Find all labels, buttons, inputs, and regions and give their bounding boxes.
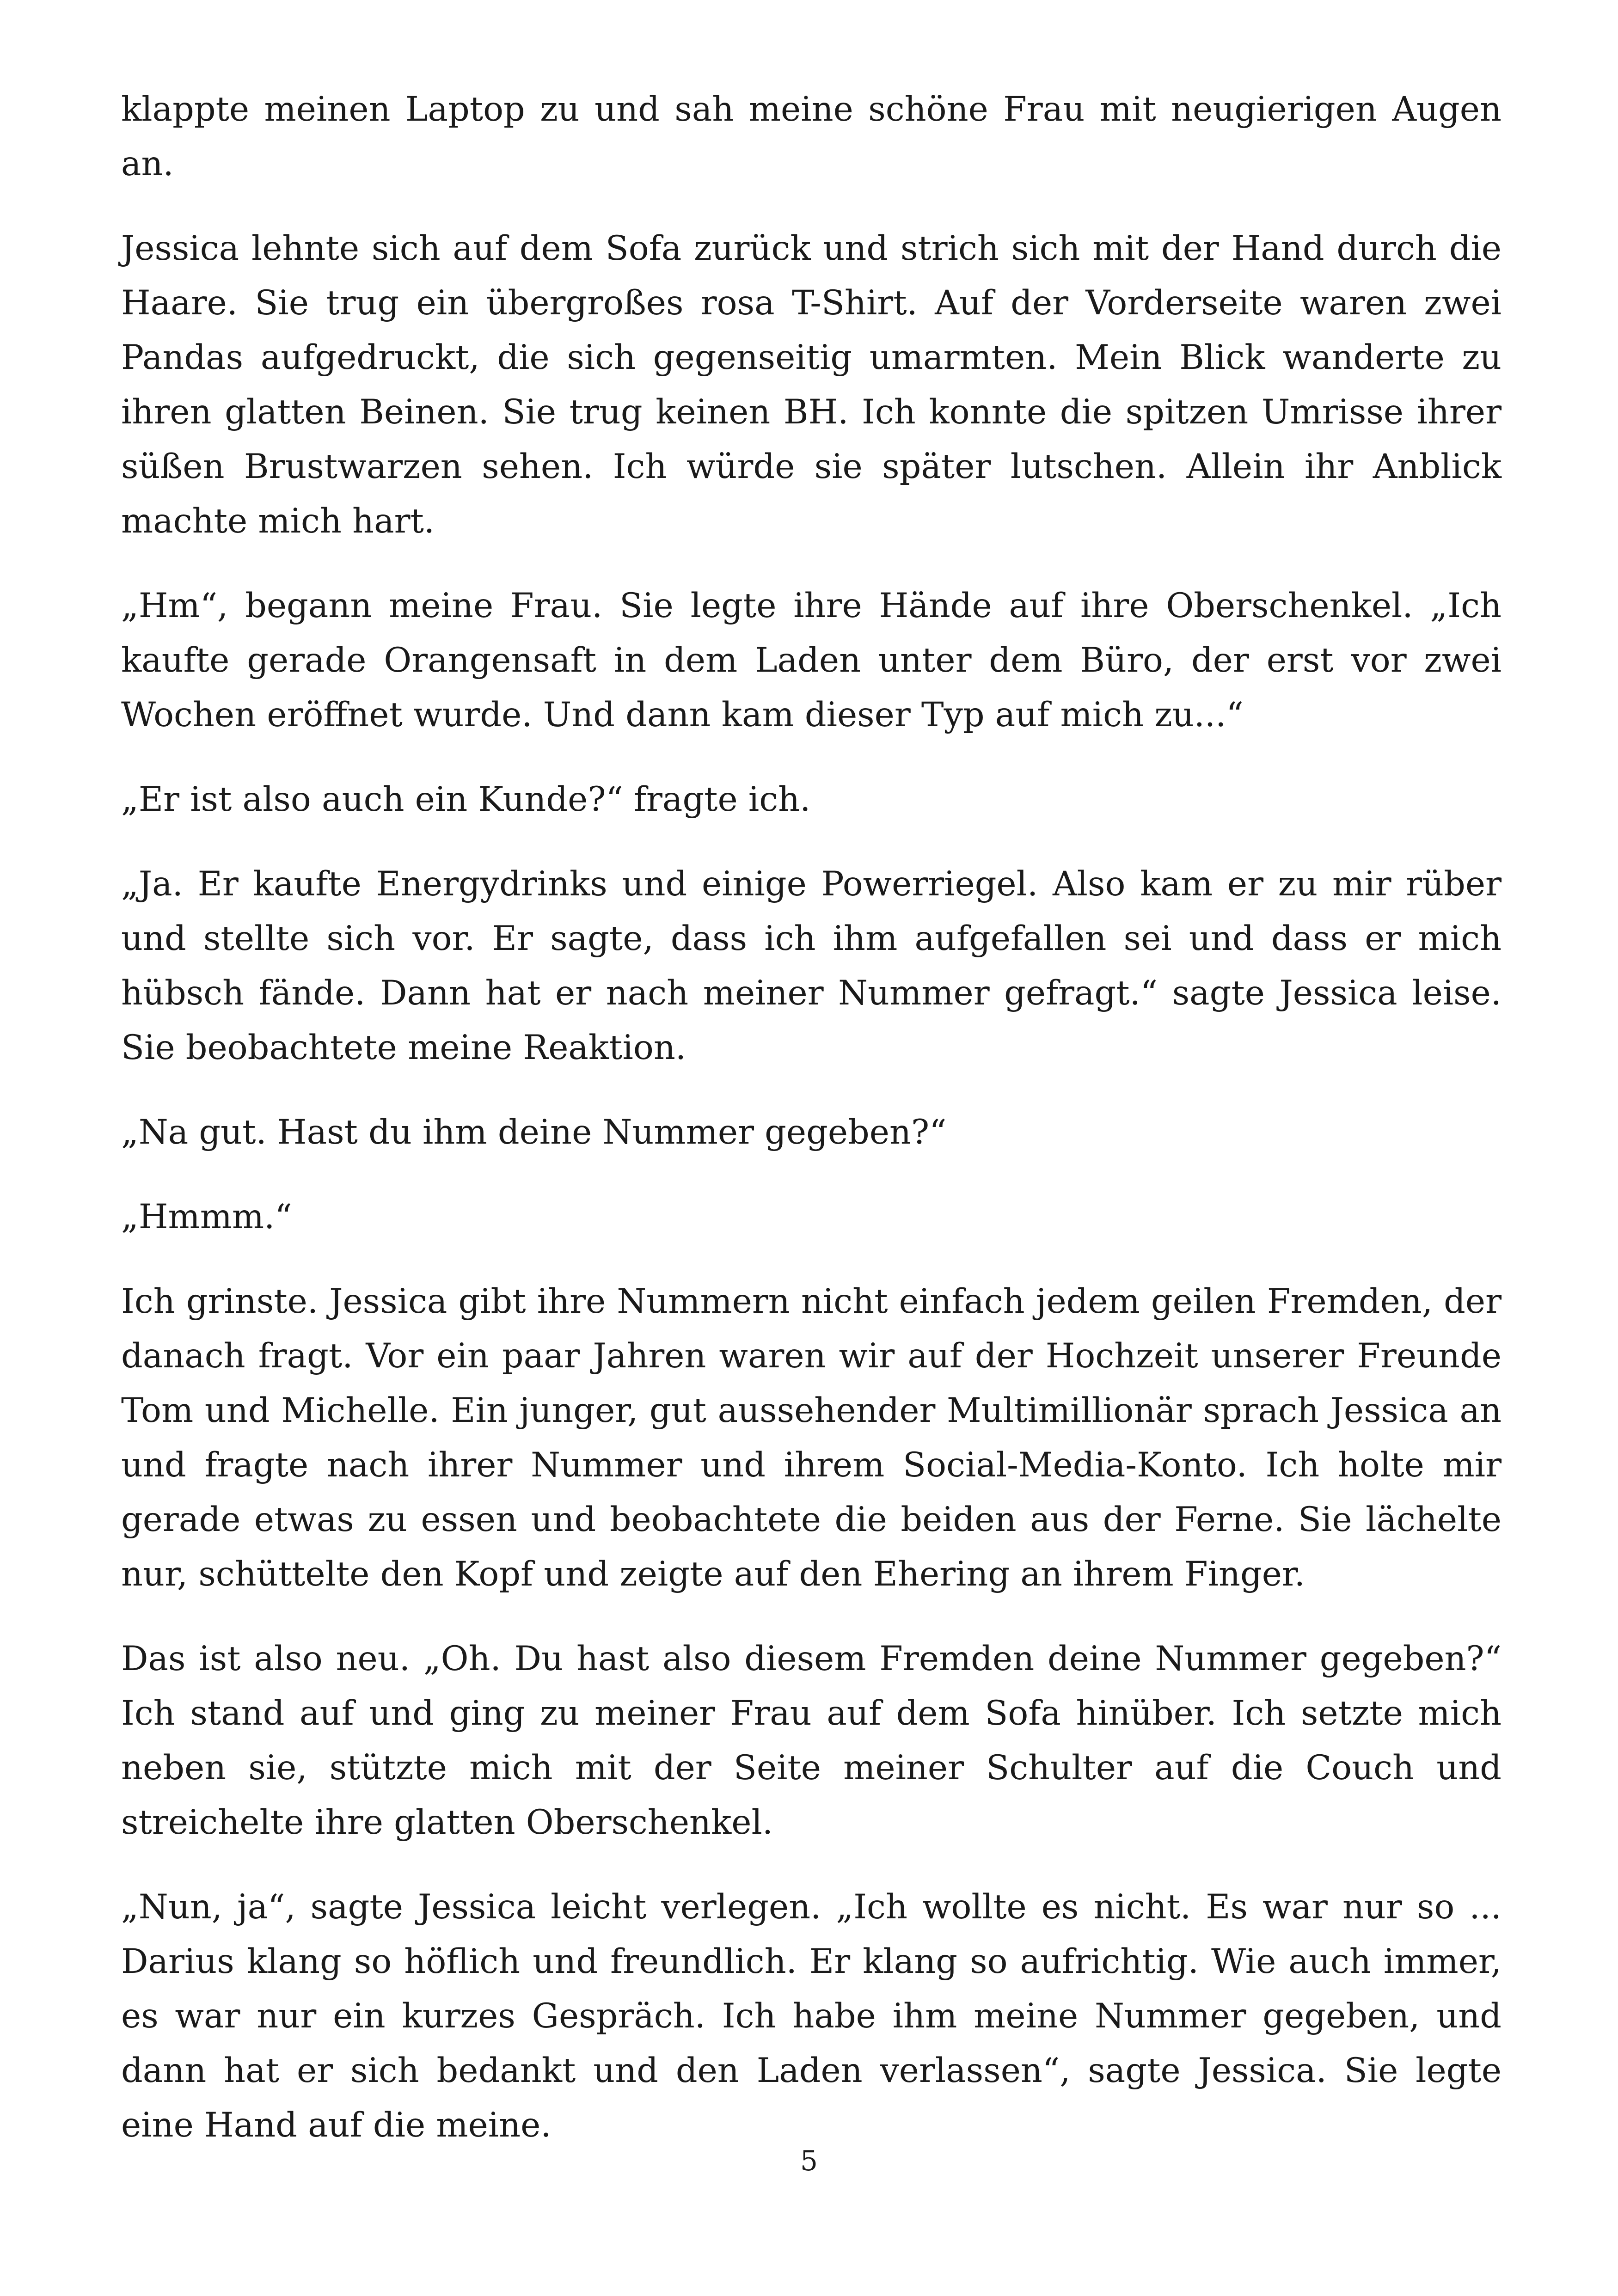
paragraph: „Ja. Er kaufte Energydrinks und einige Powerriegel. Also kam er zu mir rüber und stellte sich vor. Er sagte, dass ich ihm aufgefallen sei und dass er mich hübsch fände. Dann hat er nach meiner Nummer gefragt.“ sagte Jessica leise. Sie beobachtete meine Reaktion. (121, 864, 1502, 1067)
page-body (121, 82, 1502, 2183)
paragraph: „Er ist also auch ein Kunde?“ fragte ich. (121, 780, 811, 819)
paragraph: „Na gut. Hast du ihm deine Nummer gegeben?“ (121, 1113, 947, 1152)
page-number: 5 (800, 2145, 818, 2177)
paragraph: „Nun, ja“, sagte Jessica leicht verlegen. „Ich wollte es nicht. Es war nur so ... Darius klang so höflich und freundlich. Er klang so aufrichtig. Wie auch immer, es war nur ein kurzes Gespräch. Ich habe ihm meine Nummer gegeben, und dann hat er sich bedankt und den Laden verlassen“, sagte Jessica. Sie legte eine Hand auf die meine. (121, 1887, 1502, 2145)
paragraph: „Hm“, begann meine Frau. Sie legte ihre Hände auf ihre Oberschenkel. „Ich kaufte gerade Orangensaft in dem Laden unter dem Büro, der erst vor zwei Wochen eröffnet wurde. Und dann kam dieser Typ auf mich zu...“ (121, 586, 1502, 735)
paragraph: Ich grinste. Jessica gibt ihre Nummern nicht einfach jedem geilen Fremden, der danach fragt. Vor ein paar Jahren waren wir auf der Hochzeit unserer Freunde Tom und Michelle. Ein junger, gut aussehender Multimillionär sprach Jessica an und fragte nach ihrer Nummer und ihrem Social-Media-Konto. Ich holte mir gerade etwas zu essen und beobachtete die beiden aus der Ferne. Sie lächelte nur, schüttelte den Kopf und zeigte auf den Ehering an ihrem Finger. (121, 1282, 1502, 1594)
paragraph: „Hmmm.“ (121, 1197, 292, 1237)
paragraph: Das ist also neu. „Oh. Du hast also diesem Fremden deine Nummer gegeben?“ Ich stand auf und ging zu meiner Frau auf dem Sofa hinüber. Ich setzte mich neben sie, stützte mich mit der Seite meiner Schulter auf die Couch und streichelte ihre glatten Oberschenkel. (121, 1639, 1502, 1842)
paragraph: klappte meinen Laptop zu und sah meine schöne Frau mit neugierigen Augen an. (121, 90, 1502, 184)
paragraph: Jessica lehnte sich auf dem Sofa zurück und strich sich mit der Hand durch die Haare. Sie trug ein übergroßes rosa T-Shirt. Auf der Vorderseite waren zwei Pandas aufgedruckt, die sich gegenseitig umarmten. Mein Blick wanderte zu ihren glatten Beinen. Sie trug keinen BH. Ich konnte die spitzen Umrisse ihrer süßen Brustwarzen sehen. Ich würde sie später lutschen. Allein ihr Anblick machte mich hart. (121, 229, 1502, 541)
